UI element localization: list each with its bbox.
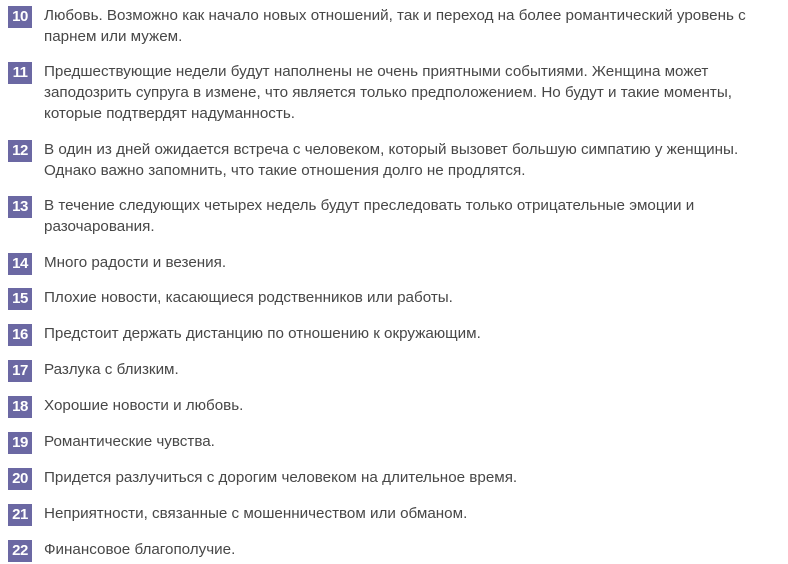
item-text: Предшествующие недели будут наполнены не очень приятными событиями. Женщина может заподозрить супруга в измене, что является только предположением. Но будут и такие моменты, которые подтвердят надуманность. [44, 63, 733, 122]
item-number-badge: 15 [8, 288, 32, 310]
item-number-badge: 14 [8, 253, 32, 275]
list-item [0, 432, 788, 454]
item-text: Любовь. Возможно как начало новых отношений, так и переход на более романтический уровень с парнем или мужем. [44, 7, 746, 45]
item-number-badge: 13 [8, 196, 32, 218]
list-item [0, 253, 788, 275]
item-text: Предстоит держать дистанцию по отношению к окружающим. [44, 325, 481, 342]
item-text: Хорошие новости и любовь. [44, 397, 244, 414]
item-text: Много радости и везения. [44, 254, 227, 271]
item-text: Финансовое благополучие. [44, 541, 236, 558]
item-number-badge: 16 [8, 324, 32, 346]
item-text: В течение следующих четырех недель будут преследовать только отрицательные эмоции и разочарования. [44, 197, 695, 235]
list-item [0, 196, 788, 237]
list-item [0, 504, 788, 526]
item-number-badge: 18 [8, 396, 32, 418]
item-text: Неприятности, связанные с мошенничеством или обманом. [44, 505, 468, 522]
list-item [0, 140, 788, 181]
list-item [0, 62, 788, 124]
list-item [0, 6, 788, 47]
item-number-badge: 12 [8, 140, 32, 162]
list-item [0, 396, 788, 418]
list-item [0, 468, 788, 490]
list-item [0, 324, 788, 346]
item-text: Разлука с близким. [44, 361, 179, 378]
item-text: Придется разлучиться с дорогим человеком на длительное время. [44, 469, 518, 486]
item-number-badge: 21 [8, 504, 32, 526]
item-text: Плохие новости, касающиеся родственников или работы. [44, 289, 453, 306]
list-item [0, 360, 788, 382]
item-number-badge: 10 [8, 6, 32, 28]
item-number-badge: 11 [8, 62, 32, 84]
item-number-badge: 17 [8, 360, 32, 382]
list-item [0, 288, 788, 310]
item-number-badge: 20 [8, 468, 32, 490]
list-item [0, 540, 788, 562]
item-number-badge: 19 [8, 432, 32, 454]
item-text: В один из дней ожидается встреча с человеком, который вызовет большую симпатию у женщины. Однако важно запомнить, что такие отношения долго не продлятся. [44, 141, 739, 179]
item-text: Романтические чувства. [44, 433, 215, 450]
item-number-badge: 22 [8, 540, 32, 562]
